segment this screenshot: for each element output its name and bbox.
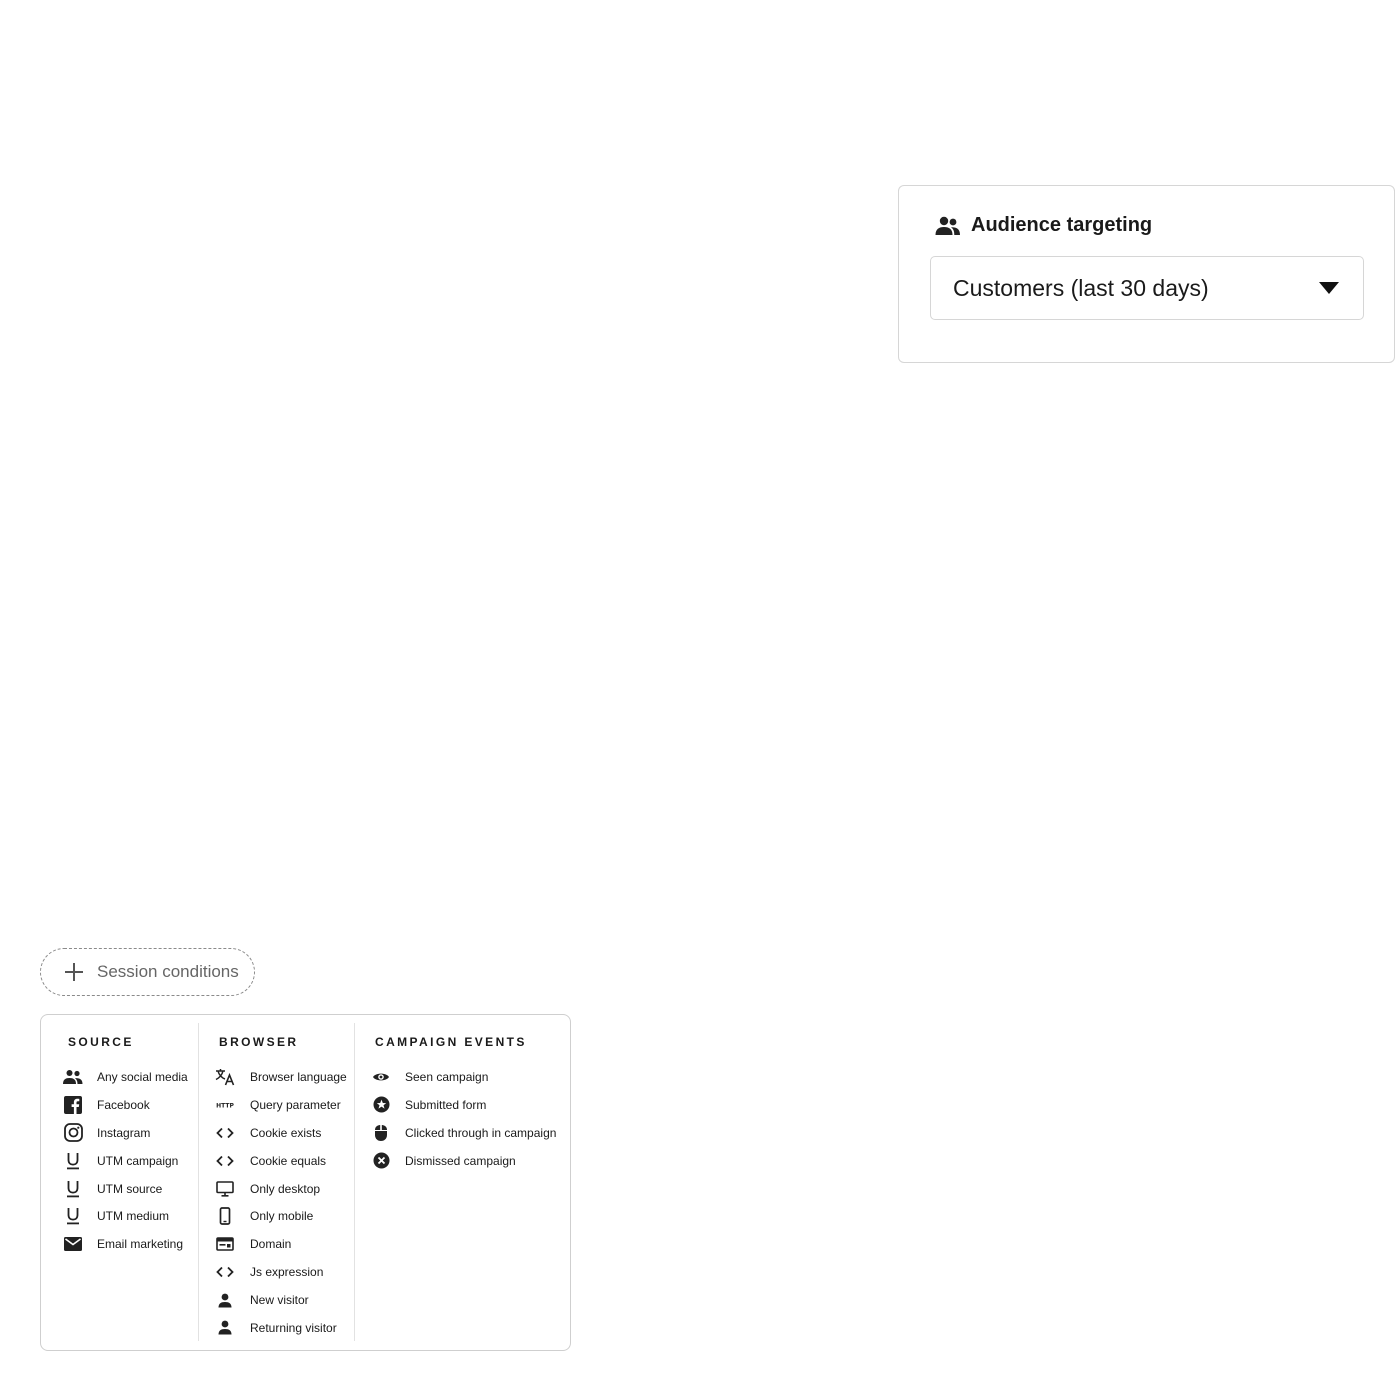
menu-item-email-marketing[interactable]: Email marketing — [41, 1230, 188, 1258]
menu-item-query-parameter[interactable]: HTTP Query parameter — [199, 1091, 347, 1119]
audience-targeting-card — [898, 185, 1395, 363]
mouse-icon — [371, 1123, 391, 1143]
menu-item-js-expression[interactable]: Js expression — [199, 1258, 347, 1286]
add-session-conditions-button[interactable] — [40, 948, 255, 996]
menu-item-returning-visitor[interactable]: Returning visitor — [199, 1314, 347, 1342]
menu-item-facebook[interactable]: Facebook — [41, 1091, 188, 1119]
menu-item-browser-language[interactable]: Browser language — [199, 1063, 347, 1091]
star-circle-icon — [371, 1095, 391, 1115]
underline-u-icon — [63, 1206, 83, 1226]
person-icon — [215, 1318, 235, 1338]
caret-down-icon — [1319, 282, 1339, 294]
facebook-icon — [63, 1095, 83, 1115]
browser-window-icon — [215, 1234, 235, 1254]
menu-item-dismissed-campaign[interactable]: Dismissed campaign — [355, 1147, 556, 1175]
desktop-icon — [215, 1179, 235, 1199]
source-column — [41, 1015, 198, 1350]
campaign-events-column — [354, 1023, 570, 1341]
browser-column — [198, 1023, 354, 1341]
underline-u-icon — [63, 1179, 83, 1199]
http-icon — [215, 1095, 235, 1115]
menu-item-cookie-exists[interactable]: Cookie exists — [199, 1119, 347, 1147]
menu-item-only-desktop[interactable]: Only desktop — [199, 1175, 347, 1203]
code-icon — [215, 1151, 235, 1171]
menu-item-utm-source[interactable]: UTM source — [41, 1175, 188, 1203]
audience-select[interactable] — [930, 256, 1364, 320]
menu-item-domain[interactable]: Domain — [199, 1230, 347, 1258]
menu-item-only-mobile[interactable]: Only mobile — [199, 1202, 347, 1230]
menu-item-utm-campaign[interactable]: UTM campaign — [41, 1147, 188, 1175]
code-icon — [215, 1262, 235, 1282]
people-icon — [63, 1067, 83, 1087]
envelope-icon — [63, 1234, 83, 1254]
audience-title: Audience targeting — [971, 214, 1153, 236]
menu-item-instagram[interactable]: Instagram — [41, 1119, 188, 1147]
audience-header — [935, 214, 1152, 237]
menu-item-utm-medium[interactable]: UTM medium — [41, 1202, 188, 1230]
eye-icon — [371, 1067, 391, 1087]
conditions-menu — [40, 1014, 571, 1351]
instagram-icon — [63, 1123, 83, 1143]
people-icon — [935, 215, 961, 237]
person-icon — [215, 1290, 235, 1310]
code-icon — [215, 1123, 235, 1143]
audience-select-value: Customers (last 30 days) — [953, 274, 1209, 301]
menu-item-seen-campaign[interactable]: Seen campaign — [355, 1063, 556, 1091]
browser-column-title: BROWSER — [219, 1035, 299, 1049]
campaign-events-column-title: CAMPAIGN EVENTS — [375, 1035, 527, 1049]
menu-item-clicked-through[interactable]: Clicked through in campaign — [355, 1119, 556, 1147]
svg-text:HTTP: HTTP — [216, 1102, 234, 1110]
source-column-title: SOURCE — [68, 1035, 134, 1049]
x-circle-icon — [371, 1151, 391, 1171]
menu-item-submitted-form[interactable]: Submitted form — [355, 1091, 556, 1119]
menu-item-any-social-media[interactable]: Any social media — [41, 1063, 188, 1091]
mobile-icon — [215, 1206, 235, 1226]
menu-item-new-visitor[interactable]: New visitor — [199, 1286, 347, 1314]
underline-u-icon — [63, 1151, 83, 1171]
menu-item-cookie-equals[interactable]: Cookie equals — [199, 1147, 347, 1175]
session-conditions-label: Session conditions — [97, 962, 239, 981]
translate-icon — [215, 1067, 235, 1087]
plus-icon — [65, 963, 83, 981]
